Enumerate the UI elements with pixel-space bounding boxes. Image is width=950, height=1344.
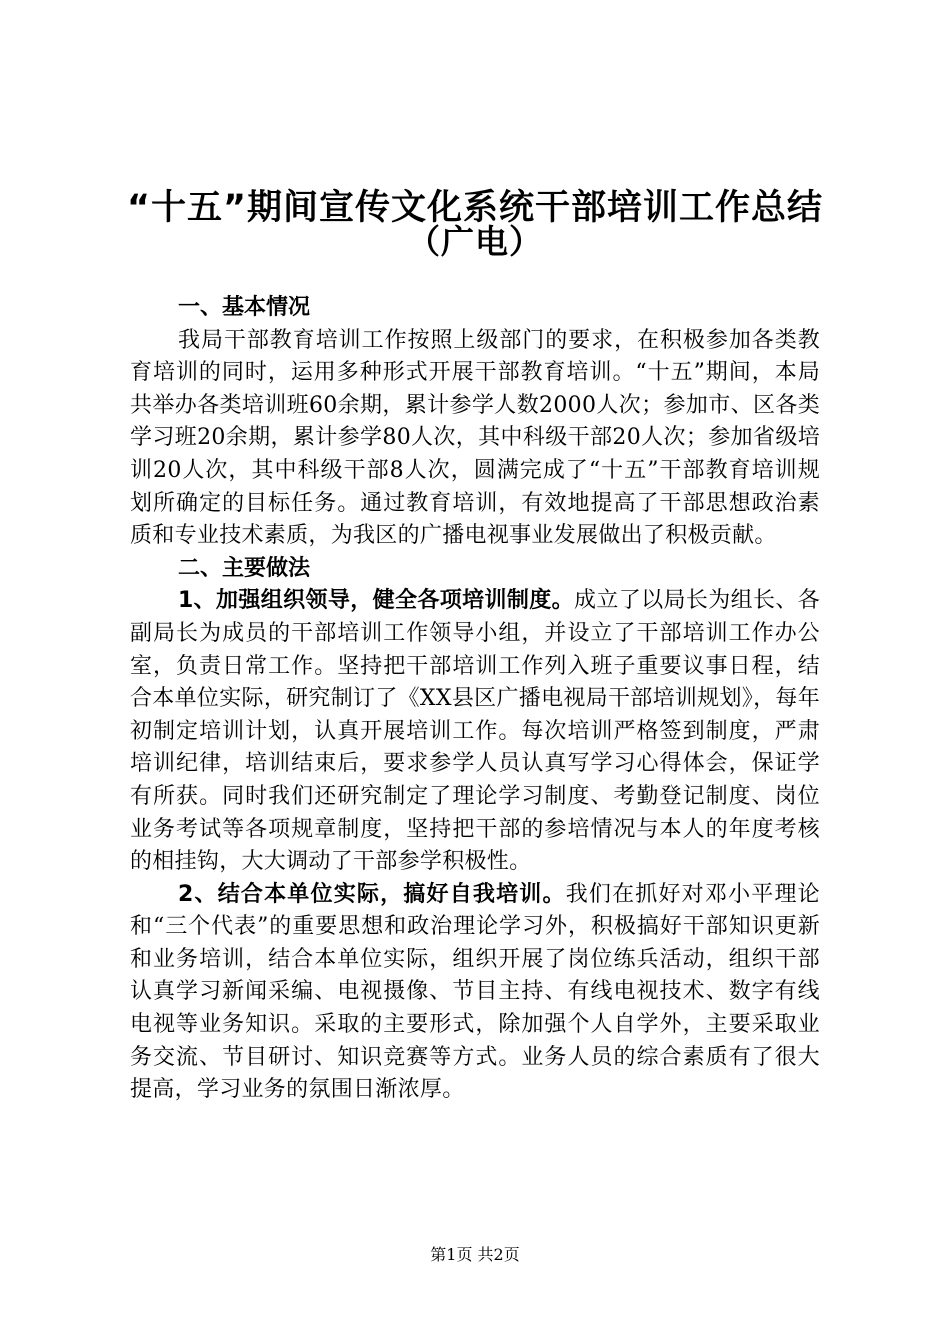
paragraph-basic-situation: 我局干部教育培训工作按照上级部门的要求，在积极参加各类教育培训的同时，运用多种形式开展干部教育培训。“十五”期间，本局共举办各类培训班60余期，累计参学人数2000人次；参加市、区各类学习班20余期，累计参学80人次，其中科级干部20人次；参加省级培训20人次，其中科级干部8人次，圆满完成了“十五”干部教育培训规划所确定的目标任务。通过教育培训，有效地提高了干部思想政治素质和专业技术素质，为我区的广播电视事业发展做出了积极贡献。 (130, 327, 820, 549)
document-subtitle: （广电） (407, 222, 543, 261)
page-footer: 第1页 共2页 (430, 1245, 520, 1264)
paragraph-organization-leadership (130, 585, 820, 878)
section-heading-basic-situation: 一、基本情况 (178, 295, 311, 320)
paragraph-lead-self-training: 2、结合本单位实际，搞好自我培训。 (178, 881, 566, 907)
document-body (130, 292, 820, 1107)
paragraph-self-training (130, 879, 820, 1107)
section-heading-main-practices: 二、主要做法 (178, 555, 311, 581)
paragraph-text-organization-leadership: 成立了以局长为组长、各副局长为成员的干部培训工作领导小组，并设立了干部培训工作办公室，负责日常工作。坚持把干部培训工作列入班子重要议事日程，结合本单位实际，研究制订了《XX县区广播电视局干部培训规划》，每年初制定培训计划，认真开展培训工作。每次培训严格签到制度，严肃培训纪律，培训结束后，要求参学人员认真写学习心得体会，保证学有所获。同时我们还研究制定了理论学习制度、考勤登记制度、岗位业务考试等各项规章制度，坚持把干部的参培情况与本人的年度考核的相挂钩，大大调动了干部参学积极性。 (130, 588, 820, 875)
paragraph-text-self-training: 我们在抓好对邓小平理论和“三个代表”的重要思想和政治理论学习外，积极搞好干部知识更新和业务培训，结合本单位实际，组织开展了岗位练兵活动，组织干部认真学习新闻采编、电视摄像、节目主持、有线电视技术、数字有线电视等业务知识。采取的主要形式，除加强个人自学外，主要采取业务交流、节目研讨、知识竞赛等方式。业务人员的综合素质有了很大提高，学习业务的氛围日渐浓厚。 (130, 881, 820, 1103)
paragraph-lead-organization-leadership: 1、加强组织领导，健全各项培训制度。 (178, 588, 574, 614)
document-title: “十五”期间宣传文化系统干部培训工作总结 (126, 188, 823, 228)
